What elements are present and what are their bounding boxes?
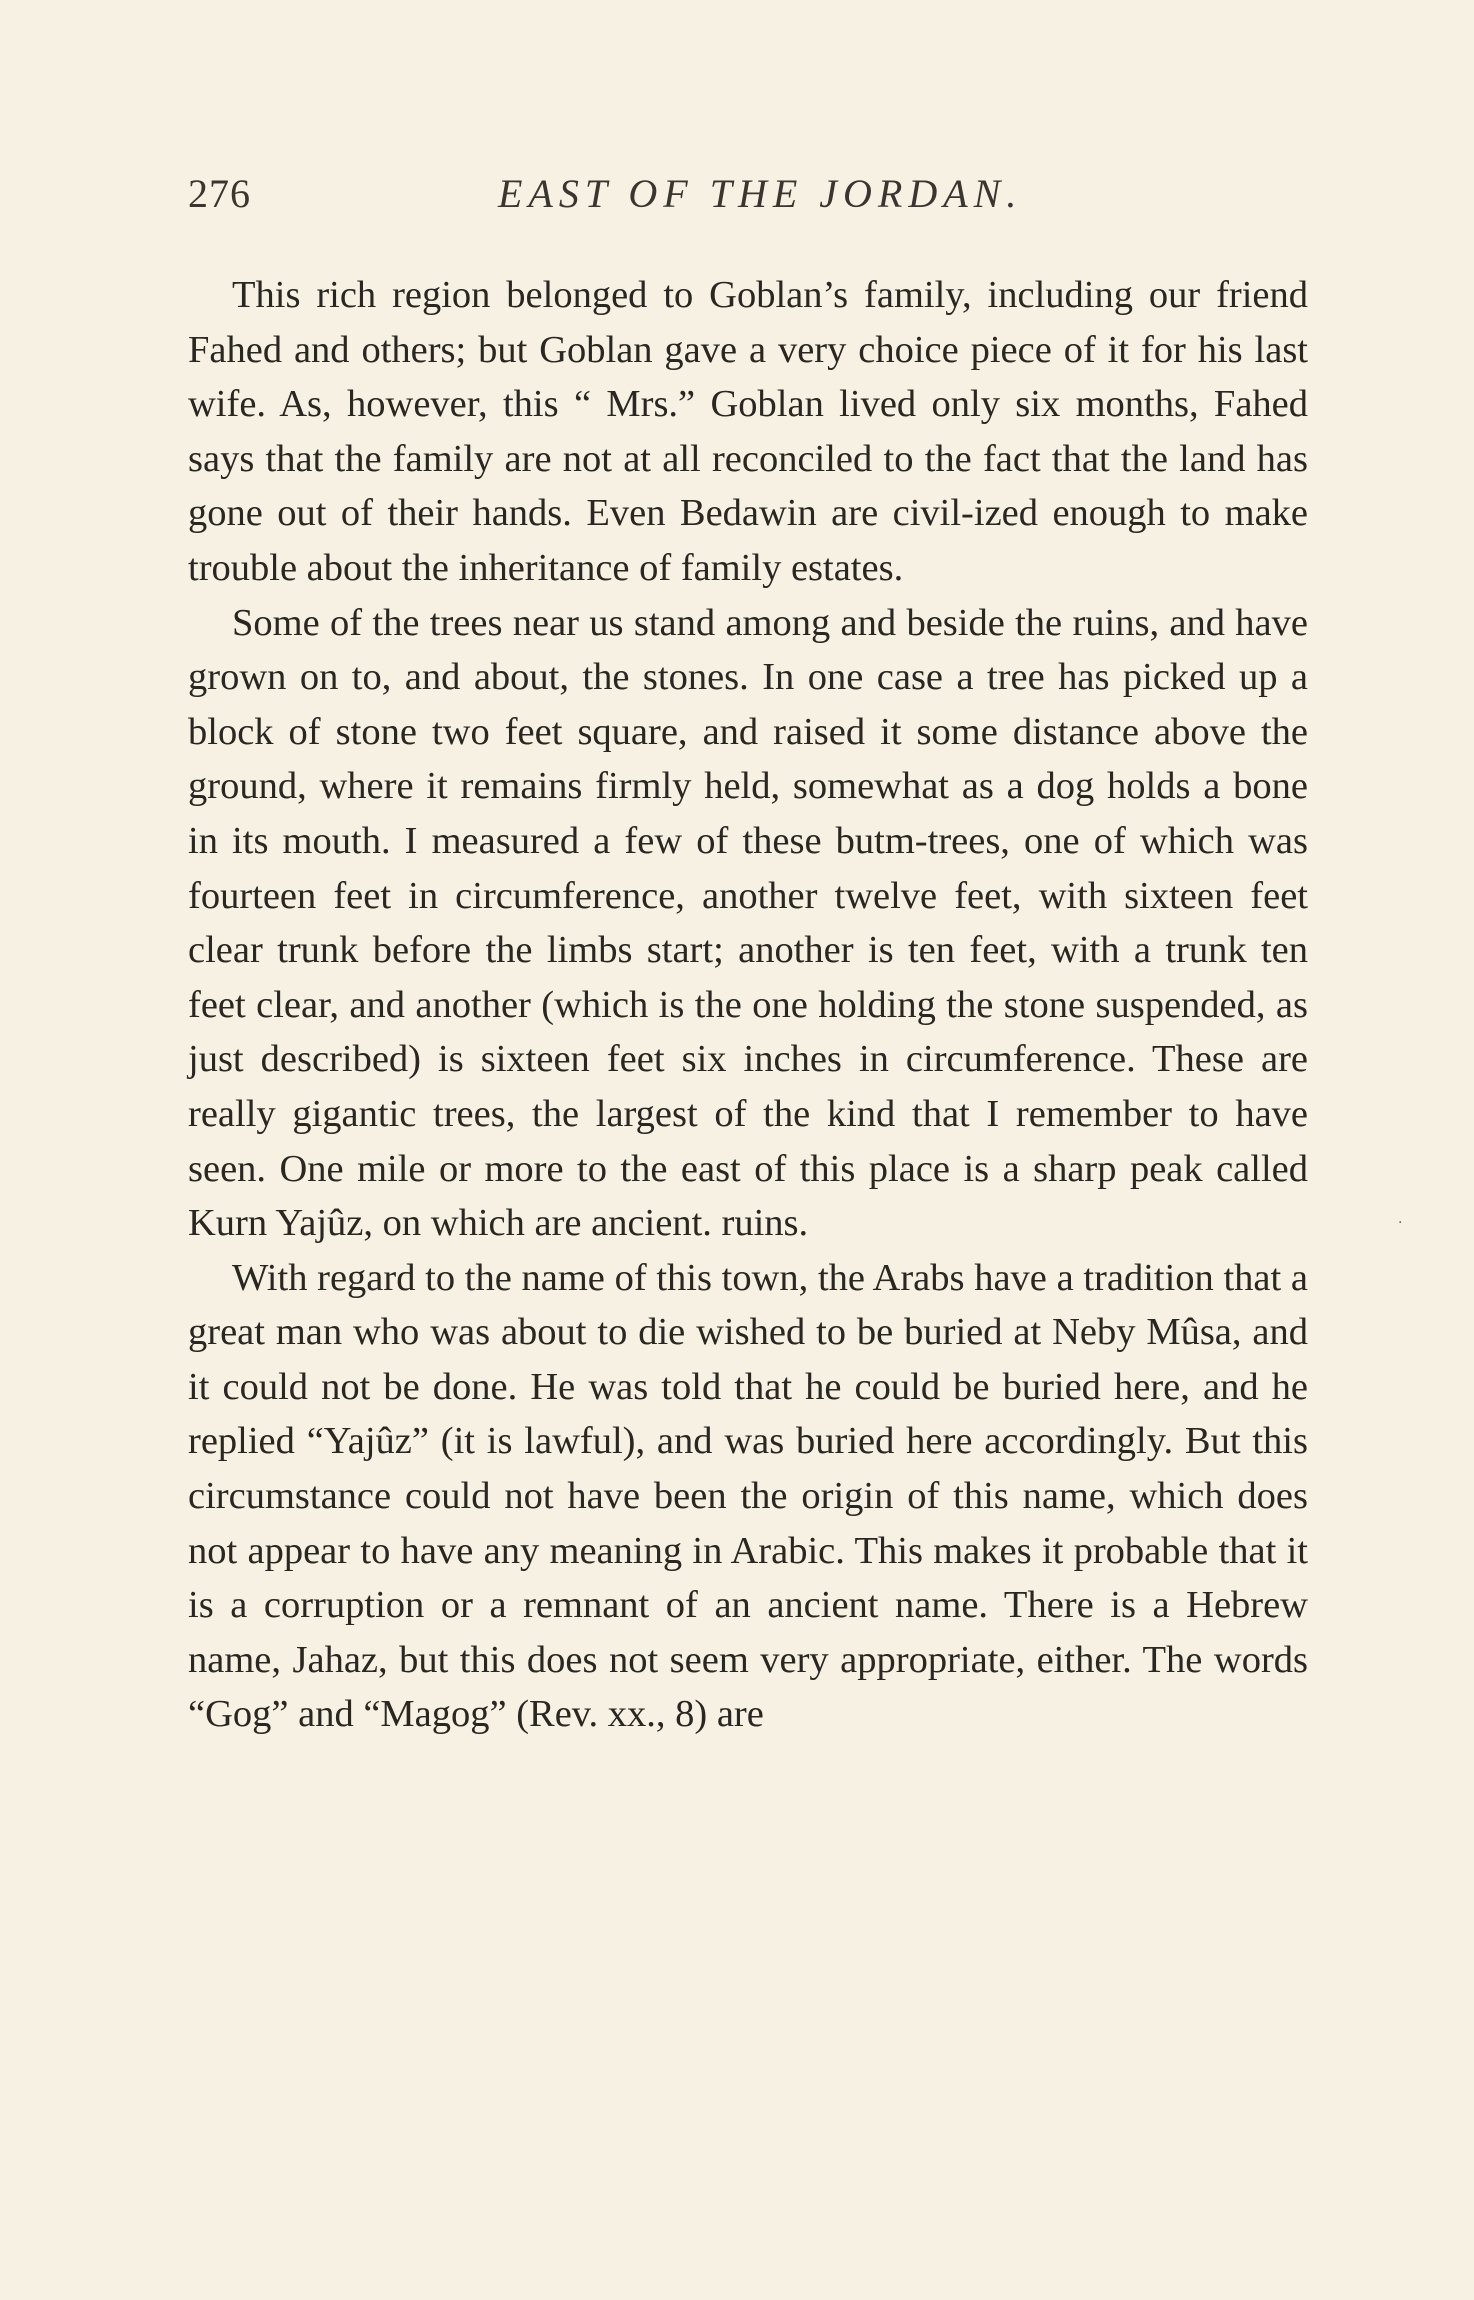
margin-mark: · [1398, 1215, 1403, 1231]
paragraph-goblan-family: This rich region belonged to Goblan’s family, including our friend Fahed and others; but Goblan gave a very choice piece of it for his last wife. As, however, this “ Mrs.” Goblan lived only six months, Fahed says that the family are not at all reconciled to the fact that the land has gone out of their hands. Even Bedawin are civil-ized enough to make trouble about the inheritance of family estates. [188, 274, 1308, 589]
page-number: 276 [188, 171, 251, 216]
body-text [188, 268, 1308, 1742]
paragraph-town-name: With regard to the name of this town, the Arabs have a tradition that a great man who was about to die wished to be buried at Neby Mûsa, and it could not be done. He was told that he could be buried here, and he replied “Yajûz” (it is lawful), and was buried here accordingly. But this circumstance could not have been the origin of this name, which does not appear to have any meaning in Arabic. This makes it probable that it is a corruption or a remnant of an ancient name. There is a Hebrew name, Jahaz, but this does not seem very appropriate, either. The words “Gog” and “Magog” (Rev. xx., 8) are [188, 1256, 1308, 1736]
paragraph-butm-trees: Some of the trees near us stand among and beside the ruins, and have grown on to, and about, the stones. In one case a tree has picked up a block of stone two feet square, and raised it some distance above the ground, where it remains firmly held, somewhat as a dog holds a bone in its mouth. I measured a few of these butm-trees, one of which was fourteen feet in circumference, another twelve feet, with sixteen feet clear trunk before the limbs start; another is ten feet, with a trunk ten feet clear, and another (which is the one holding the stone suspended, as just described) is sixteen feet six inches in circumference. These are really gigantic trees, the largest of the kind that I remember to have seen. One mile or more to the east of this place is a sharp peak called Kurn Yajûz, on which are ancient. ruins. [188, 601, 1308, 1245]
running-title: EAST OF THE JORDAN. [498, 171, 1023, 216]
running-head [188, 170, 1308, 230]
